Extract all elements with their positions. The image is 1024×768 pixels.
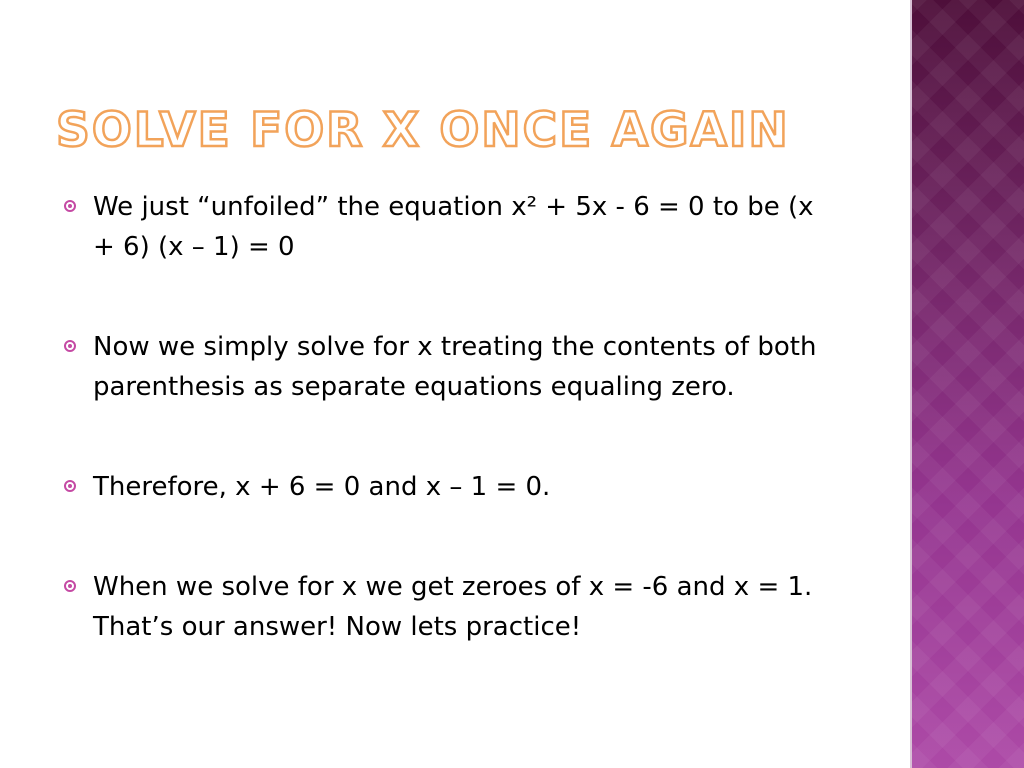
slide-title: SOLVE FOR X ONCE AGAIN — [56, 103, 790, 158]
bullet-item — [60, 467, 840, 507]
bullet-item — [60, 187, 840, 267]
bullet-text: When we solve for x we get zeroes of x = -6 and x = 1. That’s our answer! Now lets practice! — [93, 572, 813, 642]
circled-dot-bullet-icon — [64, 580, 76, 592]
bullet-item — [60, 567, 840, 647]
bullet-item — [60, 327, 840, 407]
bullet-list — [60, 187, 840, 647]
circled-dot-bullet-icon — [64, 480, 76, 492]
circled-dot-bullet-icon — [64, 340, 76, 352]
bullet-text: We just “unfoiled” the equation x² + 5x - 6 = 0 to be (x + 6) (x – 1) = 0 — [93, 192, 814, 262]
circled-dot-bullet-icon — [64, 200, 76, 212]
bullet-text: Now we simply solve for x treating the contents of both parenthesis as separate equations equaling zero. — [93, 332, 817, 402]
bullet-text: Therefore, x + 6 = 0 and x – 1 = 0. — [93, 472, 551, 502]
decorative-side-panel — [912, 0, 1024, 768]
